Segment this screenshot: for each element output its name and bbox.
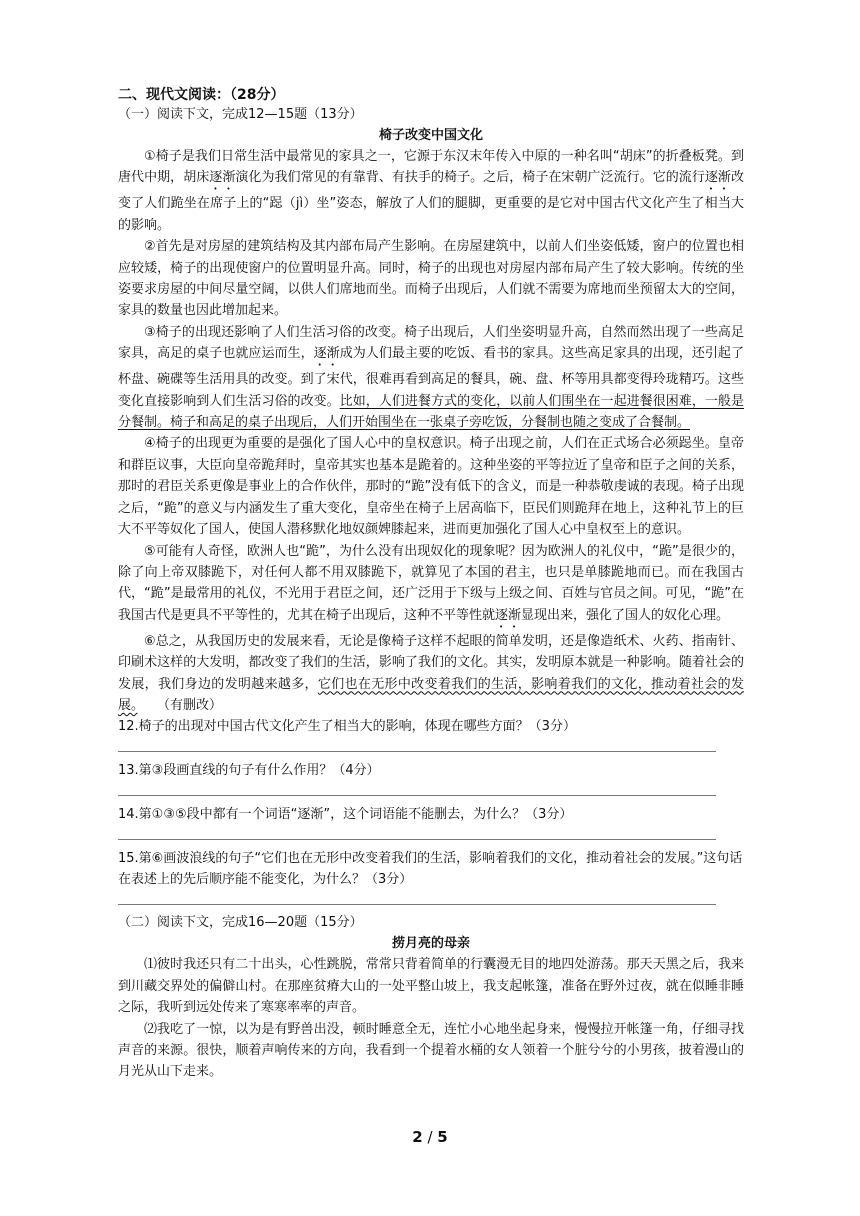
question-14: 14.第①③⑤段中都有一个词语“逐渐”，这个词语能不能删去，为什么？（3分）	[118, 807, 573, 823]
story-paragraph-2: ⑵我吃了一惊，以为是有野兽出没，顿时睡意全无，连忙小心地坐起身来，慢慢拉开帐篷一角，仔细寻找声音的来源。很快，顺着声响传来的方向，我看到一个提着水桶的女人领着一个脏兮兮的小男孩，披着漫山的月光从山下走来。	[118, 1021, 744, 1080]
page-content	[118, 86, 744, 1083]
paragraph-4	[118, 433, 744, 540]
answer-line[interactable]	[118, 825, 716, 840]
paragraph-1	[118, 146, 744, 236]
wavy-sentence: 它们也在无形中改变着我们的生活，影响着我们的文化，推动着社会的发展。	[118, 676, 744, 713]
answer-line[interactable]	[118, 737, 716, 752]
text: ①椅子是我们日常生活中最常见的家具之一，它源于东汉末年传入中原的一种名叫“胡床”的折叠板凳。到唐代中期，胡床	[118, 149, 744, 186]
page-number	[0, 1128, 860, 1146]
text: ⑥总之，从我国历史的发展来看，无论是像椅子这样不起眼的简单发明，还是像造纸术、火药、指南针、印刷术这样的大发明，都改变了我们的生活，影响了我们的文化。其实，发明原本就是一种影响。随着社会的发展，我们身边的发明越来越多，	[118, 633, 744, 692]
emphasis-word: 逐渐	[495, 607, 522, 623]
text: ⑤可能有人奇怪，欧洲人也“跪”，为什么没有出现奴化的现象呢？因为欧洲人的礼仪中，“跪”是很少的，除了向上帝双膝跪下，对任何人都不用双膝跪下，就算见了本国的君主，也只是单膝跪地而已。而在我国古代，“跪”是最常用的礼仪，不光用于君臣之间，还广泛用于下级与上级之间、百姓与官员之间。可见，“跪”在我国古代是更具不平等性的，尤其在椅子出现后，这种不平等性就	[118, 543, 744, 623]
question-13: 13.第③段画直线的句子有什么作用？（4分）	[118, 763, 380, 779]
question-15: 15.第⑥画波浪线的句子“它们也在无形中改变着我们的生活，影响着我们的文化，推动着社会的发展。”这句话在表述上的先后顺序能不能变化，为什么？（3分）	[118, 851, 743, 888]
paragraph-3	[118, 322, 744, 434]
answer-line[interactable]	[118, 890, 716, 905]
text: ③椅子的出现还影响了人们生活习俗的改变。椅子出现后，人们坐姿明显升高，自然而然出现了一些高足家具，高足的桌子也就应运而生，	[118, 324, 744, 362]
story-paragraph-1: ⑴彼时我还只有二十出头，心性跳脱，常常只背着简单的行囊漫无目的地四处游荡。那天天黑之后，我来到川藏交界处的偏僻山村。在那座贫瘠大山的一处平整山坡上，我支起帐篷，准备在野外过夜，就在似睡非睡之际，我听到远处传来了寒寒率率的声音。	[118, 957, 744, 1016]
paragraph-6	[118, 631, 744, 717]
paragraph-2	[118, 236, 744, 322]
source-note: （有删改）	[163, 697, 223, 713]
emphasis-word: 逐渐	[704, 170, 731, 186]
part2-intro: （二）阅读下文，完成16—20题（15分）	[118, 915, 363, 931]
text: ②首先是对房屋的建筑结构及其内部布局产生影响。在房屋建筑中，以前人们坐姿低矮，窗户的位置也相应较矮，椅子的出现使窗户的位置明显升高。同时，椅子的出现也对房屋内部布局产生了较大影响。传统的坐姿要求房屋的中间尽量空阔，以供人们席地而坐。而椅子出现后，人们就不需要为席地而坐预留太大的空间，家具的数量也因此增加起来。	[118, 239, 744, 319]
text: 显现出来，强化了国人的奴化心理。	[521, 607, 730, 623]
part1-intro: （一）阅读下文，完成12—15题（13分）	[118, 107, 363, 122]
page-separator: /	[422, 1128, 438, 1146]
total-pages: 5	[437, 1128, 448, 1146]
text: 成为人们最主要的吃饭、看书的家具。这些高足家具的出现，还引起了杯盘、碗碟等生活用具的改变。到了宋代，很难再看到高足的餐具，碗、盘、杯等用具都变得玲珑精巧。这些变化直接影响到人们生活习俗的改变。	[118, 346, 744, 409]
text: ④椅子的出现更为重要的是强化了国人心中的皇权意识。椅子出现之前，人们在正式场合必须跽坐。皇帝和群臣议事，大臣向皇帝跪拜时，皇帝其实也基本是跪着的。这种坐姿的平等拉近了皇帝和臣子之间的关系，那时的君臣关系更像是事业上的合作伙伴，那时的“跪”没有低下的含义，而是一种恭敬虔诚的表现。椅子出现之后，“跪”的意义与内涵发生了重大变化，皇帝坐在椅子上居高临下，臣民们则跪拜在地上，这种礼节上的巨大不平等奴化了国人，使国人潜移默化地奴颜婢膝起来，进而更加强化了国人心中皇权至上的意识。	[118, 436, 744, 538]
underlined-sentence: 比如，人们进餐方式的变化，以前人们围坐在一起进餐很困难，一般是分餐制。椅子和高足的桌子出现后，人们开始围坐在一张桌子旁吃饭，分餐制也随之变成了合餐制。	[118, 393, 744, 431]
section-header: 二、现代文阅读：（28分）	[118, 87, 285, 103]
paragraph-5	[118, 541, 744, 631]
text: 改变了人们跪坐在席子上的“跽（jì）坐”姿态，解放了人们的腿脚，更重要的是它对中国古代文化产生了相当大的影响。	[118, 170, 744, 233]
current-page: 2	[412, 1128, 423, 1146]
answer-line[interactable]	[118, 781, 716, 796]
question-12: 12.椅子的出现对中国古代文化产生了相当大的影响，体现在哪些方面？（3分）	[118, 719, 576, 735]
text: 演化为我们常见的有靠背、有扶手的椅子。之后，椅子在宋朝广泛流行。它的流行	[235, 170, 705, 186]
story-title: 捞月亮的母亲	[391, 936, 470, 952]
article-title: 椅子改变中国文化	[378, 128, 483, 143]
emphasis-word: 逐渐	[209, 170, 236, 186]
emphasis-word: 逐渐	[313, 346, 340, 362]
